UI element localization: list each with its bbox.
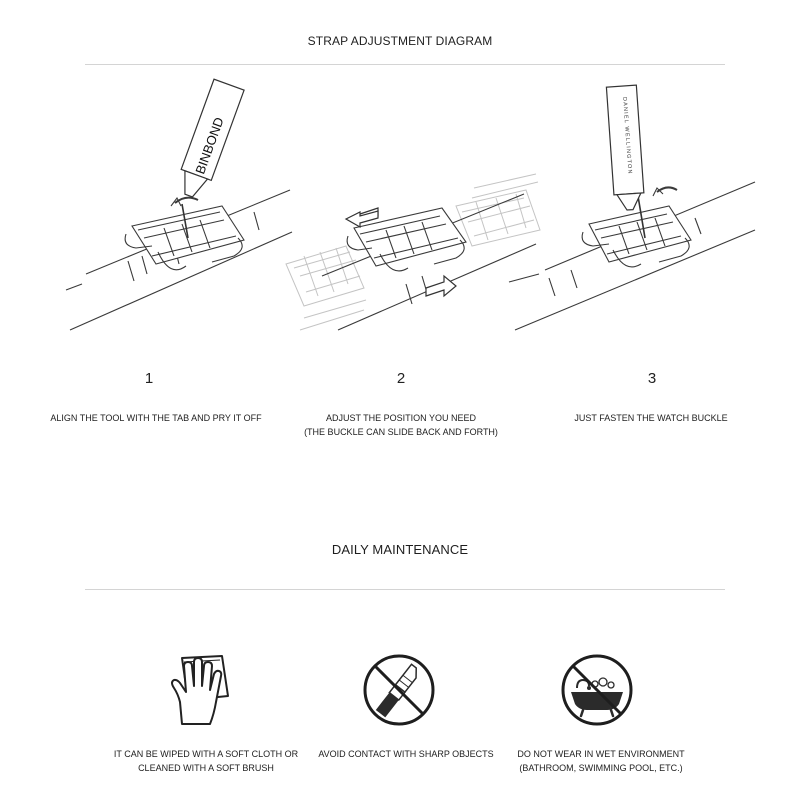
step-2-caption-line-2: (THE BUCKLE CAN SLIDE BACK AND FORTH) [304, 427, 498, 437]
no-sharp-objects-icon [361, 652, 437, 728]
step-1-illustration [62, 78, 300, 340]
step-2-caption-line-1: ADJUST THE POSITION YOU NEED [325, 413, 477, 423]
no-water-icon [559, 652, 635, 728]
maintenance-caption-wipe [96, 747, 316, 775]
strap-section-title: STRAP ADJUSTMENT DIAGRAM [307, 34, 493, 48]
maintenance-wipe-line-1: IT CAN BE WIPED WITH A SOFT CLOTH OR [113, 749, 299, 759]
step-1-number: 1 [144, 370, 154, 387]
step-2-caption [276, 411, 526, 439]
maintenance-water-line-2: (BATHROOM, SWIMMING POOL, ETC.) [519, 763, 683, 773]
section-divider [85, 589, 725, 590]
step-3-number: 3 [647, 370, 657, 387]
wellington-tool-label: DANIEL WELLINGTON [621, 96, 633, 175]
maintenance-water-line-1: DO NOT WEAR IN WET ENVIRONMENT [517, 749, 685, 759]
maintenance-sharp-line-1: AVOID CONTACT WITH SHARP OBJECTS [318, 749, 494, 759]
step-2-number: 2 [396, 370, 406, 387]
maintenance-caption-water [496, 747, 706, 775]
wipe-cloth-icon [164, 652, 240, 728]
pry-tool-label: BINBOND [192, 115, 227, 177]
step-1-caption-line: ALIGN THE TOOL WITH THE TAB AND PRY IT OFF [50, 413, 262, 423]
step-1-caption [26, 411, 286, 425]
maintenance-wipe-line-2: CLEANED WITH A SOFT BRUSH [138, 763, 274, 773]
step-3-caption [526, 411, 776, 425]
step-3-illustration [505, 78, 767, 340]
section-divider [85, 64, 725, 65]
step-3-caption-line: JUST FASTEN THE WATCH BUCKLE [574, 413, 728, 423]
maintenance-caption-sharp [306, 747, 506, 761]
maintenance-section-title: DAILY MAINTENANCE [331, 542, 469, 557]
